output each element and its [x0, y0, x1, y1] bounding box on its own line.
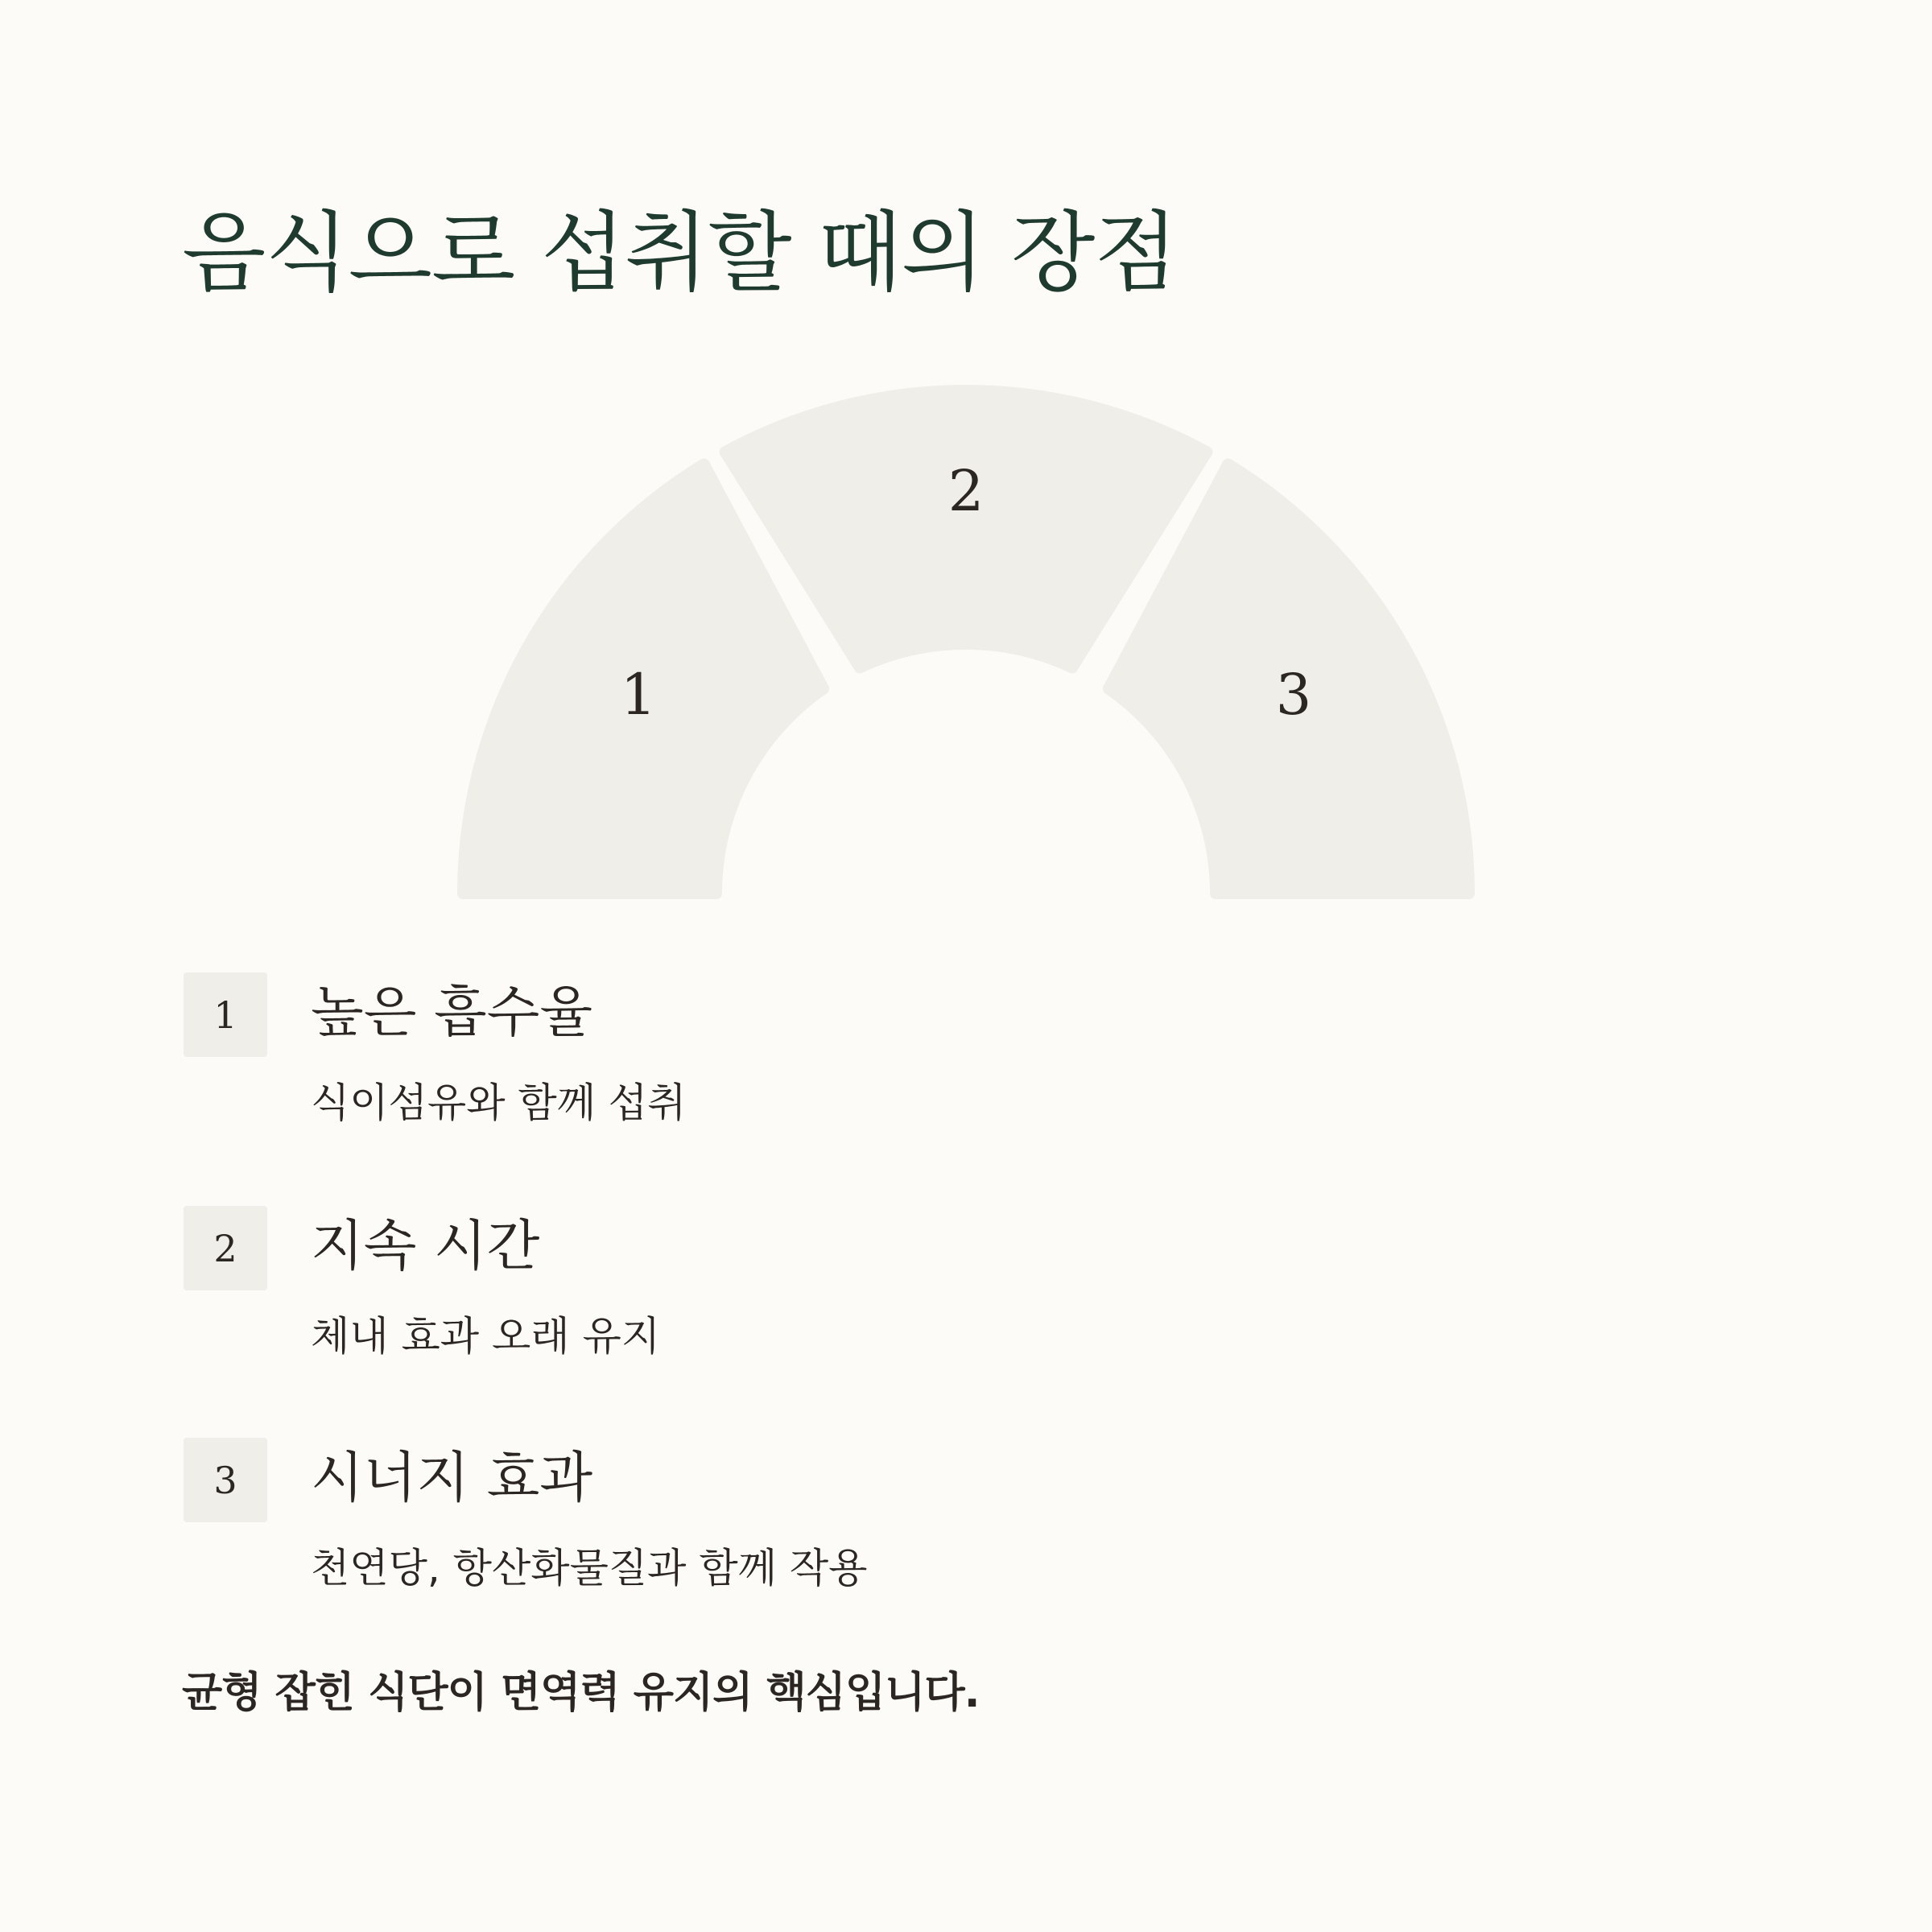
item-description: 체내 효과 오래 유지	[311, 1313, 661, 1360]
segment-2-number: 2	[947, 458, 985, 524]
list-item	[184, 1438, 1713, 1615]
semicircle-segment-diagram	[0, 0, 1932, 926]
item-title: 지속 시간	[311, 1215, 540, 1278]
item-number-badge: 1	[184, 972, 267, 1057]
page-title: 음식으로 섭취할 때의 장점	[182, 203, 1178, 303]
segment-2-shape	[725, 390, 1208, 667]
item-description: 식이섬유와 함께 섭취	[311, 1080, 687, 1126]
segment-3-number: 3	[1275, 662, 1312, 728]
footer-note: 균형 잡힌 식단이 면역력 유지의 핵심입니다.	[182, 1669, 980, 1717]
item-description: 천연당, 항산화물질과 함께 작용	[311, 1545, 868, 1591]
item-title: 시너지 효과	[311, 1447, 593, 1510]
segment-2	[725, 390, 1208, 667]
item-number-badge: 2	[184, 1206, 267, 1290]
list-item	[184, 1206, 1713, 1383]
item-title: 높은 흡수율	[311, 981, 593, 1045]
item-number-badge: 3	[184, 1438, 267, 1522]
list-item	[184, 972, 1713, 1150]
segment-1-number: 1	[620, 662, 657, 728]
